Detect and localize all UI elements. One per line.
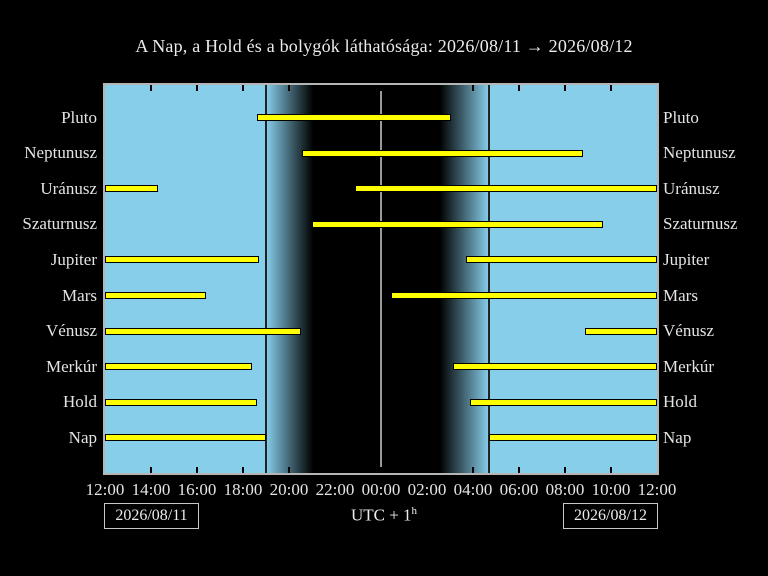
x-axis-tick-label: 18:00 — [223, 480, 263, 499]
axis-tick — [472, 85, 474, 91]
start-date-label: 2026/08/11 — [115, 507, 188, 524]
end-date-box — [563, 503, 658, 529]
row-label-left-uranusz: Uránusz — [40, 178, 97, 198]
axis-tick — [610, 85, 612, 91]
visibility-bar-nap — [105, 434, 266, 441]
axis-tick — [518, 467, 520, 473]
row-label-right-merkur: Merkúr — [663, 356, 714, 376]
axis-tick — [242, 467, 244, 473]
timezone-superscript: h — [411, 505, 418, 517]
x-axis-tick-label: 06:00 — [499, 480, 539, 499]
end-date-label: 2026/08/12 — [574, 507, 647, 524]
row-label-right-neptunusz: Neptunusz — [663, 143, 736, 163]
x-axis-tick-label: 12:00 — [85, 480, 125, 499]
row-label-right-szaturnusz: Szaturnusz — [663, 214, 738, 234]
axis-tick — [518, 85, 520, 91]
visibility-bar-nap — [489, 434, 657, 441]
row-label-left-merkur: Merkúr — [46, 356, 97, 376]
visibility-bar-neptunusz — [302, 150, 584, 157]
axis-tick — [288, 467, 290, 473]
row-label-right-pluto: Pluto — [663, 107, 699, 127]
x-axis-tick-label: 10:00 — [591, 480, 631, 499]
axis-tick — [196, 467, 198, 473]
x-axis-tick-label: 08:00 — [545, 480, 585, 499]
visibility-bar-merkur — [105, 363, 252, 370]
visibility-bar-merkur — [453, 363, 657, 370]
row-label-left-venusz: Vénusz — [46, 321, 97, 341]
start-date-box — [104, 503, 199, 529]
row-label-right-mars: Mars — [663, 285, 698, 305]
visibility-bar-uranusz — [355, 185, 657, 192]
axis-tick — [242, 85, 244, 91]
visibility-bar-jupiter — [105, 256, 259, 263]
visibility-bar-szaturnusz — [312, 221, 603, 228]
row-label-right-uranusz: Uránusz — [663, 178, 720, 198]
axis-tick — [150, 467, 152, 473]
row-label-right-jupiter: Jupiter — [663, 249, 710, 269]
sunset-line — [265, 85, 267, 473]
row-label-left-mars: Mars — [62, 285, 97, 305]
axis-tick — [426, 85, 428, 91]
x-axis-tick-label: 22:00 — [315, 480, 355, 499]
axis-tick — [472, 467, 474, 473]
row-label-left-neptunusz: Neptunusz — [24, 143, 97, 163]
plot-area — [103, 83, 659, 475]
row-label-left-szaturnusz: Szaturnusz — [22, 214, 97, 234]
axis-tick — [380, 467, 382, 473]
row-label-left-nap: Nap — [68, 427, 97, 447]
x-axis-tick-label: 20:00 — [269, 480, 309, 499]
visibility-bar-jupiter — [466, 256, 657, 263]
axis-tick — [380, 85, 382, 91]
row-label-right-venusz: Vénusz — [663, 321, 714, 341]
sunrise-line — [488, 85, 490, 473]
chart-title: A Nap, a Hold és a bolygók láthatósága: 2026/08/11 → 2026/08/12 — [135, 36, 633, 56]
visibility-bar-pluto — [257, 114, 451, 121]
visibility-bar-uranusz — [105, 185, 158, 192]
x-axis-tick-label: 14:00 — [131, 480, 171, 499]
x-axis-tick-label: 16:00 — [177, 480, 217, 499]
x-axis-tick-label: 00:00 — [361, 480, 401, 499]
axis-tick — [610, 467, 612, 473]
visibility-bar-hold — [105, 399, 257, 406]
visibility-bar-mars — [105, 292, 206, 299]
visibility-bar-venusz — [585, 328, 657, 335]
visibility-bar-venusz — [105, 328, 301, 335]
x-axis-tick-label: 04:00 — [453, 480, 493, 499]
plot-background — [105, 85, 657, 473]
axis-tick — [150, 85, 152, 91]
timezone-label: UTC + $1^h$ — [350, 505, 418, 525]
row-label-left-jupiter: Jupiter — [50, 249, 97, 269]
row-label-right-hold: Hold — [663, 392, 697, 412]
axis-tick — [334, 85, 336, 91]
axis-tick — [196, 85, 198, 91]
axis-tick — [564, 85, 566, 91]
axis-tick — [564, 467, 566, 473]
axis-tick — [426, 467, 428, 473]
visibility-bar-hold — [470, 399, 657, 406]
row-label-right-nap: Nap — [663, 427, 692, 447]
x-axis-tick-label: 02:00 — [407, 480, 447, 499]
axis-tick — [334, 467, 336, 473]
axis-tick — [288, 85, 290, 91]
midnight-line — [380, 85, 382, 473]
x-axis-tick-label: 12:00 — [637, 480, 677, 499]
visibility-bar-mars — [391, 292, 657, 299]
row-label-left-hold: Hold — [63, 392, 97, 412]
row-label-left-pluto: Pluto — [61, 107, 97, 127]
